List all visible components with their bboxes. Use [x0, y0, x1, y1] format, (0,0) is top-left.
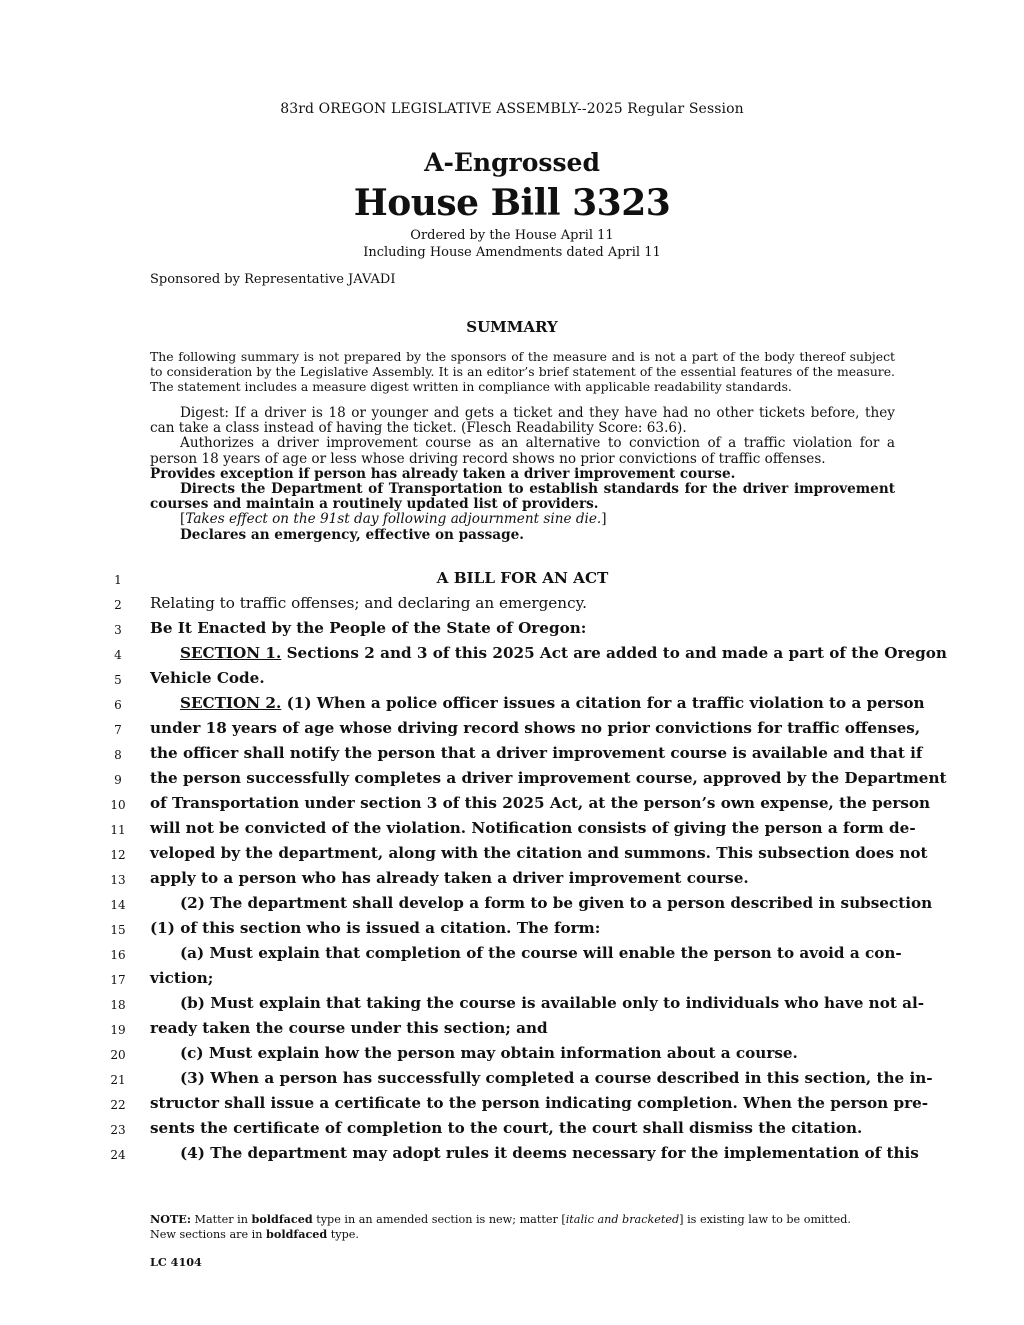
session-header: 83rd OREGON LEGISLATIVE ASSEMBLY--2025 Regular Session [280, 101, 744, 117]
bill-line-15: (1) of this section who is issued a citation. The form: [150, 919, 601, 937]
line-number: 9 [114, 773, 122, 787]
line-number: 7 [114, 723, 122, 737]
bill-line-17: viction; [150, 969, 214, 987]
digest-paragraph: Digest: If a driver is 18 or younger and gets a ticket and they have had no other tickets before, they can take a class instead of having the ticket. (Flesch Readability Score: 63.6). [150, 405, 895, 437]
lc-number: LC 4104 [150, 1255, 202, 1269]
bill-line-24: (4) The department may adopt rules it deems necessary for the implementation of this [180, 1144, 919, 1162]
bill-title: House Bill 3323 [353, 182, 671, 224]
note-text: ] is existing law to be omitted. [679, 1213, 851, 1226]
line-number: 4 [114, 648, 122, 662]
section-1-text: Sections 2 and 3 of this 2025 Act are added to and made a part of the Oregon [281, 644, 947, 662]
note-italic: italic and bracketed [565, 1213, 680, 1226]
note-bold: boldfaced [266, 1227, 328, 1241]
line-number: 15 [110, 923, 126, 937]
takes-effect-text: Takes effect on the 91st day following adjournment sine die. [185, 511, 602, 528]
line-number: 21 [110, 1073, 126, 1087]
bill-act-title: A BILL FOR AN ACT [436, 569, 609, 587]
ordered-info [0, 227, 1024, 261]
bill-line-16: (a) Must explain that completion of the course will enable the person to avoid a con- [180, 944, 902, 962]
bill-line-7: under 18 years of age whose driving record shows no prior convictions for traffic offenses, [150, 719, 921, 737]
line-number: 18 [110, 998, 126, 1012]
section-2-label: SECTION 2. [180, 694, 282, 712]
section-1-label: SECTION 1. [180, 644, 282, 662]
bracket-close: ] [601, 511, 607, 528]
directs-paragraph: Directs the Department of Transportation to establish standards for the driver improvement courses and maintain a routinely updated list of providers. [150, 481, 895, 513]
engrossed-label: A-Engrossed [424, 148, 600, 177]
declares-paragraph: Declares an emergency, effective on passage. [180, 526, 524, 543]
line-number: 19 [110, 1023, 126, 1037]
bill-line-18: (b) Must explain that taking the course is available only to individuals who have not al- [180, 994, 925, 1012]
line-number: 8 [114, 748, 122, 762]
takes-effect-paragraph [150, 512, 895, 527]
summary-heading: SUMMARY [466, 318, 558, 336]
section-2-text: (1) When a police officer issues a citation for a traffic violation to a person [281, 694, 925, 712]
line-number: 11 [110, 823, 126, 837]
bill-line-9: the person successfully completes a driver improvement course, approved by the Department [150, 769, 947, 787]
line-number: 23 [110, 1123, 126, 1137]
line-number: 13 [110, 873, 126, 887]
including-line: Including House Amendments dated April 11 [363, 245, 661, 260]
line-number: 16 [110, 948, 126, 962]
line-number: 3 [114, 623, 122, 637]
note-label: NOTE: [150, 1212, 191, 1226]
line-number: 22 [110, 1098, 126, 1112]
note-bold: boldfaced [251, 1212, 313, 1226]
bill-line-8: the officer shall notify the person that a driver improvement course is available and that if [150, 744, 923, 762]
ordered-line: Ordered by the House April 11 [410, 228, 614, 243]
note-text: New sections are in [150, 1228, 267, 1241]
section-1-cont: Vehicle Code. [150, 669, 265, 687]
footer-note [150, 1212, 910, 1242]
note-line-1 [150, 1212, 910, 1227]
line-number: 10 [110, 798, 126, 812]
provides-paragraph: Provides exception if person has already taken a driver improvement course. [150, 465, 736, 482]
bill-line-19: ready taken the course under this section; and [150, 1019, 548, 1037]
line-number: 17 [110, 973, 126, 987]
relating-line: Relating to traffic offenses; and declaring an emergency. [150, 594, 587, 612]
bill-line-21: (3) When a person has successfully completed a course described in this section, the in- [180, 1069, 933, 1087]
line-number: 6 [114, 698, 122, 712]
summary-digest [150, 406, 895, 543]
bill-line-14: (2) The department shall develop a form to be given to a person described in subsection [180, 894, 933, 912]
line-number: 5 [114, 673, 122, 687]
note-text: type in an amended section is new; matter [ [312, 1213, 566, 1226]
bill-line-20: (c) Must explain how the person may obtain information about a course. [180, 1044, 798, 1062]
authorizes-paragraph: Authorizes a driver improvement course as an alternative to conviction of a traffic violation for a person 18 years of age or less whose driving record shows no prior convictions of traffic offenses. [150, 435, 895, 467]
line-number: 24 [110, 1148, 126, 1162]
summary-intro: The following summary is not prepared by the sponsors of the measure and is not a part of the body thereof subject to consideration by the Legislative Assembly. It is an editor’s brief statement of the essential features of the measure. The statement includes a measure digest written in compliance with applicable readability standards. [150, 349, 895, 394]
section-2-line [180, 693, 925, 713]
sponsor-line: Sponsored by Representative JAVADI [150, 272, 396, 287]
line-number: 1 [114, 573, 122, 587]
line-number: 12 [110, 848, 126, 862]
note-text: Matter in [190, 1213, 252, 1226]
enacting-clause: Be It Enacted by the People of the State of Oregon: [150, 619, 587, 637]
bill-line-12: veloped by the department, along with the citation and summons. This subsection does not [150, 844, 928, 862]
note-text: type. [327, 1228, 359, 1241]
note-line-2 [150, 1227, 910, 1242]
line-number: 2 [114, 598, 122, 612]
section-1-line [180, 643, 947, 663]
line-number: 14 [110, 898, 126, 912]
line-number: 20 [110, 1048, 126, 1062]
bill-line-13: apply to a person who has already taken a driver improvement course. [150, 869, 749, 887]
bill-line-23: sents the certificate of completion to the court, the court shall dismiss the citation. [150, 1119, 863, 1137]
bill-line-10: of Transportation under section 3 of this 2025 Act, at the person’s own expense, the person [150, 794, 931, 812]
bracket-open: [ [180, 511, 186, 528]
bill-line-22: structor shall issue a certificate to the person indicating completion. When the person pre- [150, 1094, 929, 1112]
bill-line-11: will not be convicted of the violation. Notification consists of giving the person a form de- [150, 819, 916, 837]
